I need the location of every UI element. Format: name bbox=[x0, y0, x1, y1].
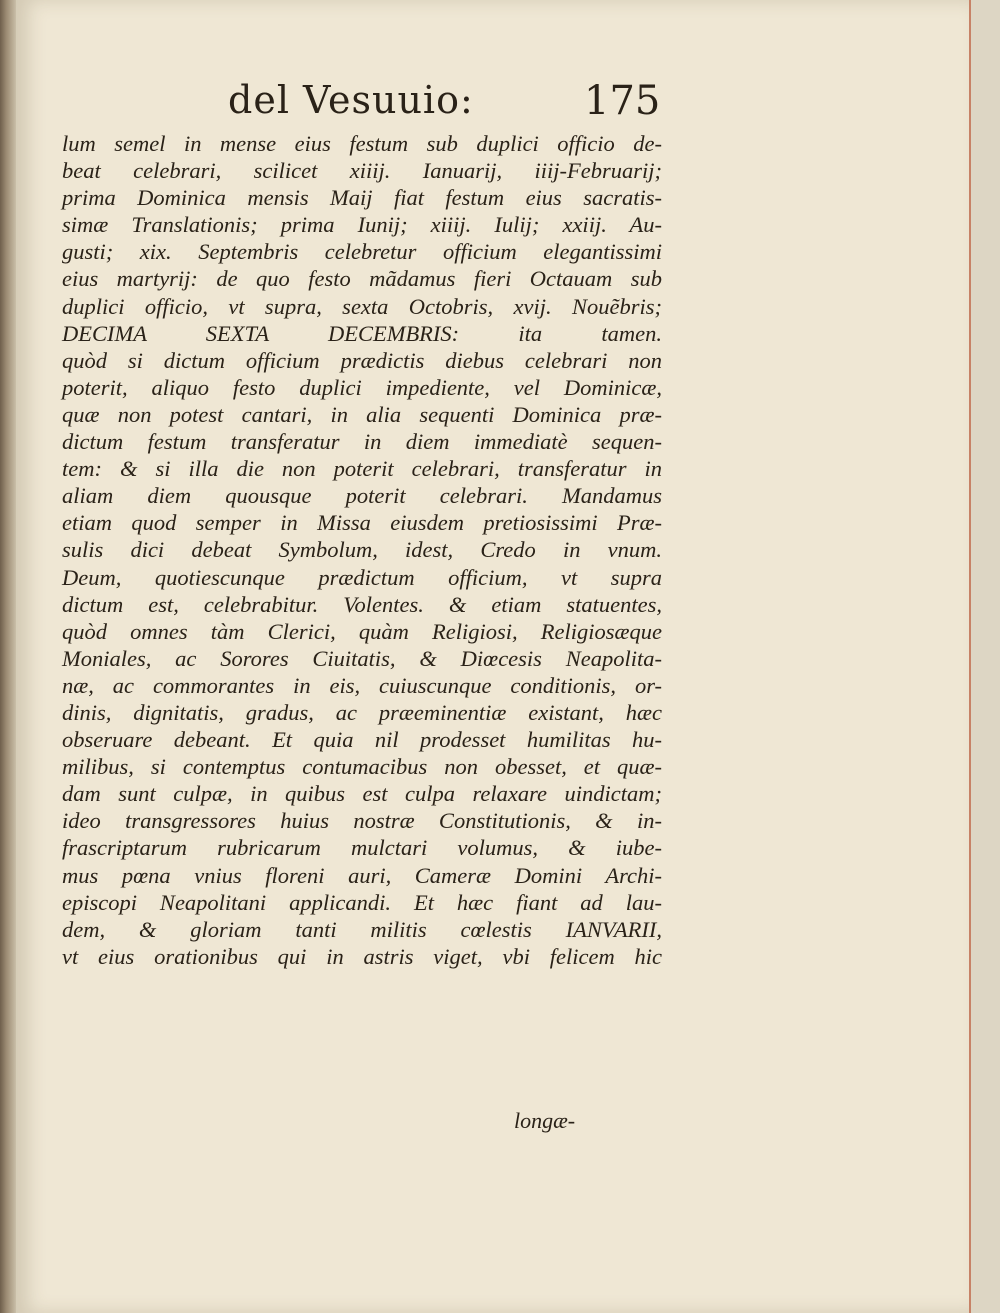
book-binding-edge bbox=[0, 0, 16, 1313]
text-line: vt eius orationibus qui in astris viget, vbi felicem hic bbox=[62, 943, 662, 969]
text-line: quæ non potest cantari, in alia sequenti Dominica præ- bbox=[62, 401, 662, 427]
text-line: dem, & gloriam tanti militis cœlestis IANVARII, bbox=[62, 916, 662, 942]
text-line: poterit, aliquo festo duplici impediente, vel Dominicæ, bbox=[62, 374, 662, 400]
text-line: eius martyrij: de quo festo mãdamus fieri Octauam sub bbox=[62, 266, 662, 292]
text-line: dictum est, celebrabitur. Volentes. & etiam statuentes, bbox=[62, 591, 662, 617]
body-text bbox=[62, 130, 662, 970]
text-line: tem: & si illa die non poterit celebrari, transferatur in bbox=[62, 456, 662, 482]
text-line: quòd omnes tàm Clerici, quàm Religiosi, Religiosæque bbox=[62, 618, 662, 644]
text-line: obseruare debeant. Et quia nil prodesset humilitas hu- bbox=[62, 727, 662, 753]
text-line: frascriptarum rubricarum mulctari volumus, & iube- bbox=[62, 835, 662, 861]
text-line: Deum, quotiescunque prædictum officium, vt supra bbox=[62, 564, 662, 590]
background-margin bbox=[971, 0, 1000, 1313]
text-line: dinis, dignitatis, gradus, ac præeminentiæ existant, hæc bbox=[62, 699, 662, 725]
text-line: lum semel in mense eius festum sub duplici officio de- bbox=[62, 131, 662, 156]
running-head-title: del Vesuuio: bbox=[228, 78, 474, 122]
text-line: beat celebrari, scilicet xiiij. Ianuarij, iiij-Februarij; bbox=[62, 158, 662, 184]
page-number: 175 bbox=[584, 78, 661, 124]
text-line: milibus, si contemptus contumacibus non obesset, et quæ- bbox=[62, 754, 662, 780]
catchword: longæ- bbox=[514, 1108, 576, 1133]
text-line: mus pœna vnius floreni auri, Cameræ Domini Archi- bbox=[62, 862, 662, 888]
text-line: næ, ac commorantes in eis, cuiuscunque conditionis, or- bbox=[62, 672, 662, 698]
text-line: ideo transgressores huius nostræ Constitutionis, & in- bbox=[62, 808, 662, 834]
text-line: gusti; xix. Septembris celebretur officium elegantissimi bbox=[62, 239, 662, 265]
running-head bbox=[214, 78, 664, 130]
text-line: aliam diem quousque poterit celebrari. Mandamus bbox=[62, 483, 662, 509]
text-line: prima Dominica mensis Maij fiat festum eius sacratis- bbox=[62, 185, 662, 211]
text-line: dam sunt culpæ, in quibus est culpa relaxare uindictam; bbox=[62, 781, 662, 807]
text-line: episcopi Neapolitani applicandi. Et hæc fiant ad lau- bbox=[62, 889, 662, 915]
text-line: simæ Translationis; prima Iunij; xiiij. Iulij; xxiij. Au- bbox=[62, 212, 662, 238]
text-line: dictum festum transferatur in diem immediatè sequen- bbox=[62, 429, 662, 455]
text-line: DECIMA SEXTA DECEMBRIS: ita tamen. bbox=[62, 320, 662, 346]
text-line: Moniales, ac Sorores Ciuitatis, & Diœcesis Neapolita- bbox=[62, 645, 662, 671]
text-line: sulis dici debeat Symbolum, idest, Credo in vnum. bbox=[62, 537, 662, 563]
text-line: etiam quod semper in Missa eiusdem pretiosissimi Præ- bbox=[62, 510, 662, 536]
text-line: duplici officio, vt supra, sexta Octobris, xvij. Nouẽbris; bbox=[62, 293, 662, 319]
text-line: quòd si dictum officium prædictis diebus celebrari non bbox=[62, 347, 662, 373]
